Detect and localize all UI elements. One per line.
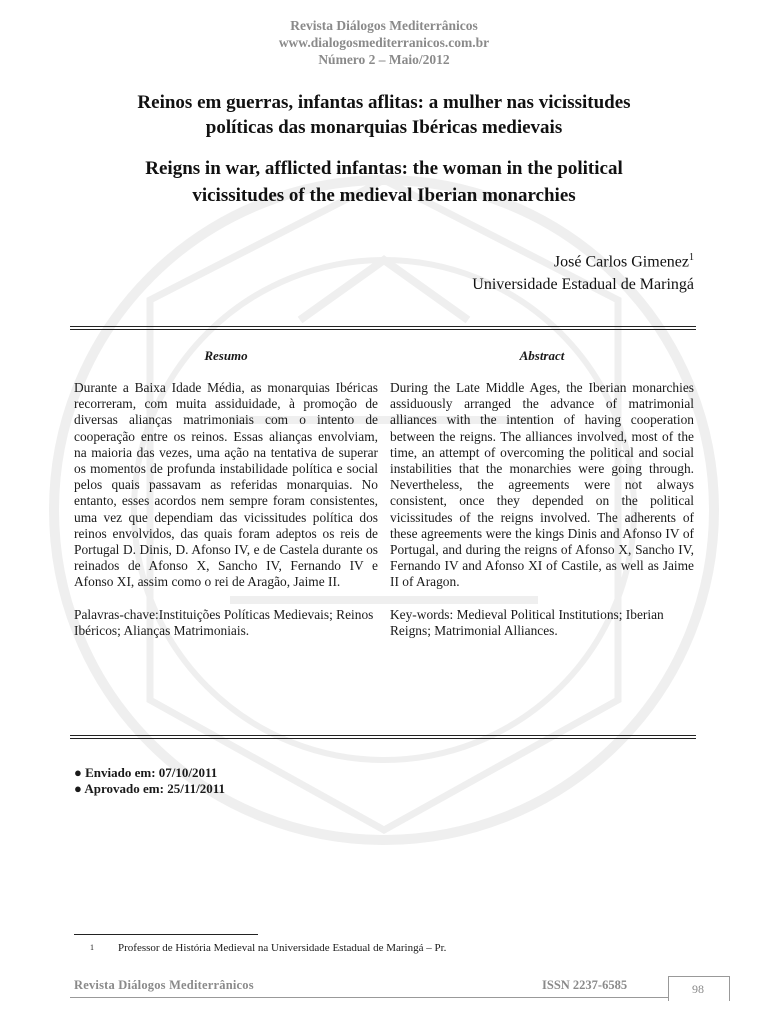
author-footnote-mark: 1	[689, 252, 694, 263]
author-name-line	[472, 246, 694, 273]
footnote-text: Professor de História Medieval na Universidade Estadual de Maringá – Pr.	[118, 942, 447, 954]
resumo-keywords: Palavras-chave:Instituições Políticas Medievais; Reinos Ibéricos; Alianças Matrimoniais.	[74, 606, 374, 638]
resumo-heading: Resumo	[204, 348, 248, 363]
page-number: 98	[692, 982, 704, 996]
top-rule-2	[70, 329, 696, 330]
footer-issn: ISSN 2237-6585	[542, 978, 628, 992]
author-affiliation: Universidade Estadual de Maringá	[472, 276, 694, 294]
bottom-rule-1	[70, 735, 696, 736]
footnote-rule	[74, 934, 258, 935]
footnote-number: 1	[90, 943, 94, 952]
resumo-column	[74, 380, 378, 639]
abstract-heading: Abstract	[519, 348, 565, 363]
bottom-rule-2	[70, 738, 696, 739]
journal-url: www.dialogosmediterranicos.com.br	[278, 35, 490, 50]
journal-name: Revista Diálogos Mediterrânicos	[290, 18, 478, 33]
resumo-text: Durante a Baixa Idade Média, as monarquias Ibéricas recorreram, com muita assiduidade, à promoção de diversas alianças matrimoniais com o intento de cooperação entre os reinos. Essas alianças envolviam, na maioria das vezes, uma ação na tentativa de superar os momentos de profunda instabilidade política e social pelos quais passavam as referidas monarquias. No entanto, esses acordos nem sempre foram consistentes, uma vez que dependiam das vicissitudes política dos reinos envolvidos, das quais foram adeptos os reis de Portugal D. Dinis, D. Afonso IV, e de Castela durante os reinados de Afonso X, Sancho IV, Fernando IV e Afonso XI, assim como o rei de Aragão, Jaime II.	[74, 380, 378, 590]
title-en-line-2: vicissitudes of the medieval Iberian monarchies	[192, 185, 576, 206]
footer-journal-name: Revista Diálogos Mediterrânicos	[74, 978, 254, 992]
abstract-column	[390, 380, 694, 639]
author-name: José Carlos Gimenez	[553, 253, 689, 271]
abstract-text: During the Late Middle Ages, the Iberian monarchies assiduously arranged the advance of matrimonial alliances with the intention of having cooperation between the reigns. The alliances involved, most of the time, an attempt of overcoming the political and social instabilities that the monarchies were going through. Nevertheless, the agreements were not always consistent, once they depended on the political vicissitudes of the reigns involved. The adherents of these agreements were the kings Dinis and Afonso IV of Portugal, and during the reigns of Afonso X, Sancho IV, Fernando IV and Afonso XI of Castile, as well as Jaime II of Aragon.	[390, 380, 694, 590]
issue-info: Número 2 – Maio/2012	[318, 52, 450, 67]
submission-dates	[74, 765, 225, 797]
title-en-line-1: Reigns in war, afflicted infantas: the woman in the political	[145, 158, 623, 179]
title-pt-line-2: políticas das monarquias Ibéricas medievais	[205, 117, 563, 138]
title-pt-line-1: Reinos em guerras, infantas aflitas: a mulher nas vicissitudes	[137, 92, 631, 113]
title-english	[60, 155, 708, 209]
date-approved: ● Aprovado em: 25/11/2011	[74, 781, 225, 796]
abstract-keywords: Key-words: Medieval Political Institutions; Iberian Reigns; Matrimonial Alliances.	[390, 606, 664, 638]
title-portuguese	[60, 90, 708, 140]
top-rule-1	[70, 326, 696, 327]
journal-header	[0, 17, 768, 68]
date-sent: ● Enviado em: 07/10/2011	[74, 765, 218, 780]
footer-rule	[70, 997, 668, 998]
footnote	[90, 941, 446, 955]
author-block	[472, 246, 694, 296]
